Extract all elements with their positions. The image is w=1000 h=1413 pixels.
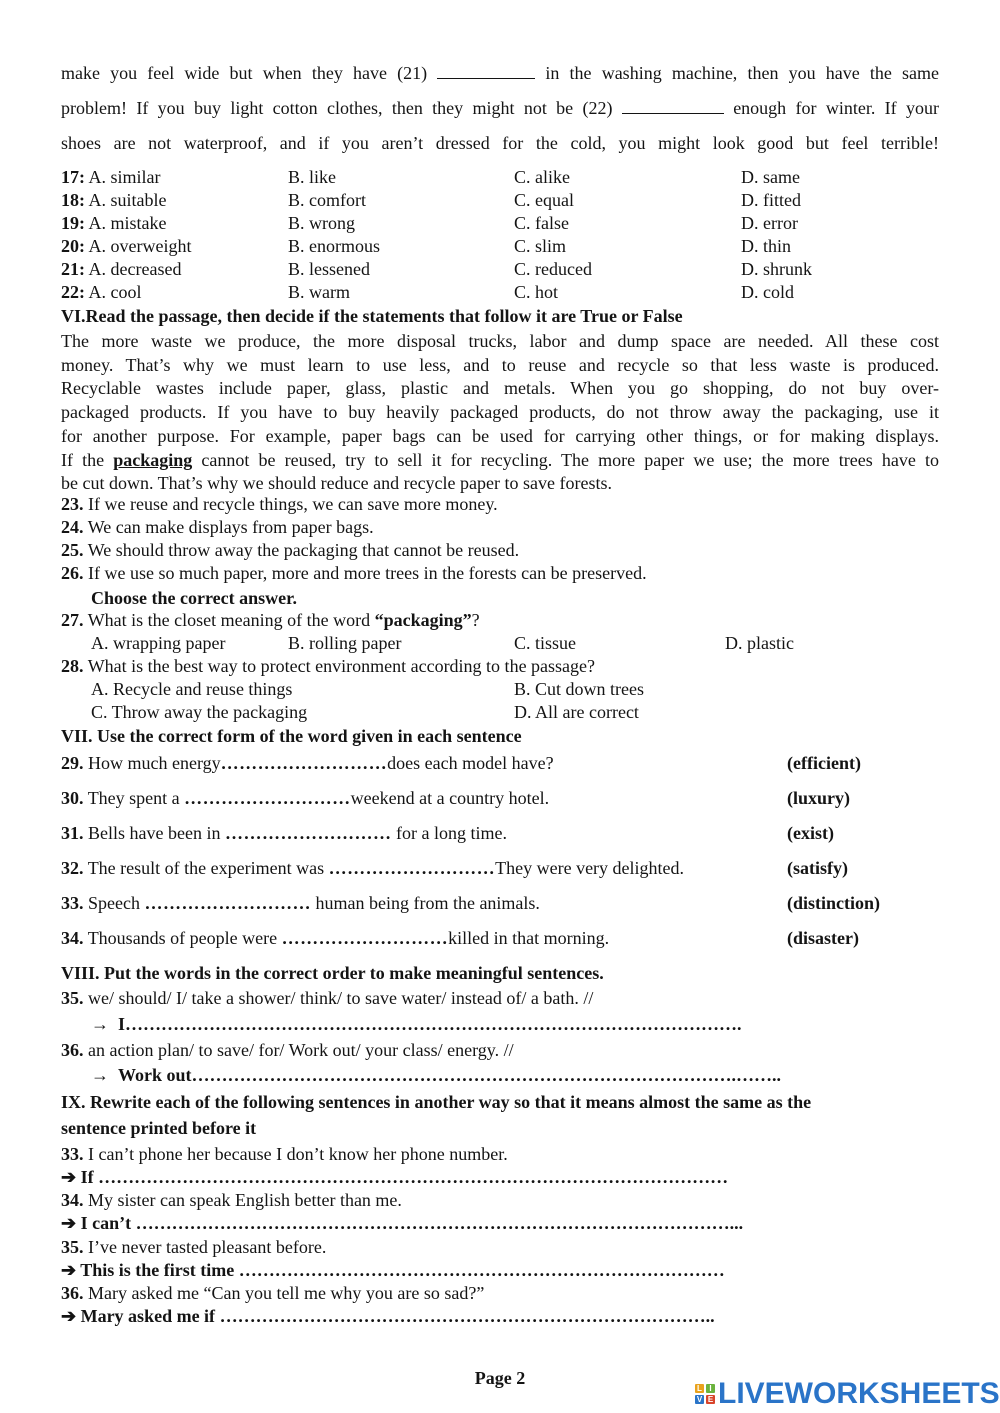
section-9-heading-cont: sentence printed before it [61,1118,257,1138]
word-cue: (satisfy) [787,858,848,878]
section-7-heading: VII. Use the correct form of the word given in each sentence [61,726,522,746]
option-c[interactable]: C. slim [514,236,567,256]
q27-option-c[interactable]: C. tissue [514,633,577,653]
option-c[interactable]: C. false [514,213,569,233]
option-b[interactable]: B. lessened [288,259,370,279]
liveworksheets-logo[interactable] [695,1379,1000,1409]
rewrite-answer[interactable]: ➔ This is the first time ……………………………………………………………………… [61,1260,725,1280]
logo-text: LIVEWORKSHEETS [718,1377,1000,1410]
mcq-row: 17: A. similar [61,167,161,187]
section-9-heading: IX. Rewrite each of the following sentences in another way so that it means almost the same as the [61,1092,812,1112]
passage-line-2: problem! If you buy light cotton clothes, then they might not be (22) enough for winter. If your [61,98,939,118]
option-a[interactable]: A. mistake [88,213,167,233]
mcq-row: 18: A. suitable [61,190,167,210]
q28-option-b[interactable]: B. Cut down trees [514,679,644,699]
answer-35[interactable]: → I…………………………………………………………………………………………. [91,1014,742,1034]
option-c[interactable]: C. equal [514,190,574,210]
rewrite-prompt: 35. I’ve never tasted pleasant before. [61,1237,327,1257]
answer-blank[interactable]: ……………………… [220,753,388,773]
mcq-row: 19: A. mistake [61,213,167,233]
answer-blank[interactable]: ……………………… [328,858,496,878]
mcq-row: 22: A. cool [61,282,142,302]
q27-option-b[interactable]: B. rolling paper [288,633,402,653]
page-number: Page 2 [474,1368,526,1388]
option-c[interactable]: C. hot [514,282,559,302]
word-cue: (distinction) [787,893,881,913]
word-cue: (exist) [787,823,834,843]
option-d[interactable]: D. thin [741,236,792,256]
question-27: 27. What is the closet meaning of the word “packaging”? [61,610,480,630]
option-a[interactable]: A. suitable [88,190,167,210]
answer-blank[interactable]: ……………………… [224,823,392,843]
word-form-item: 31. Bells have been in ……………………… for a long time. [61,823,507,843]
section-6-heading: VI.Read the passage, then decide if the statements that follow it are True or False [61,306,683,326]
q28-option-c[interactable]: C. Throw away the packaging [91,702,308,722]
option-b[interactable]: B. warm [288,282,350,302]
rewrite-prompt: 36. Mary asked me “Can you tell me why you are so sad?” [61,1283,485,1303]
word-cue: (luxury) [787,788,850,808]
rewrite-answer[interactable]: ➔ Mary asked me if ……………………………………………………………………….. [61,1306,715,1326]
rewrite-prompt: 33. I can’t phone her because I don’t know her phone number. [61,1144,508,1164]
q27-option-d[interactable]: D. plastic [725,633,794,653]
option-a[interactable]: A. overweight [88,236,192,256]
blank-21[interactable] [437,64,535,79]
choose-heading: Choose the correct answer. [91,588,297,608]
option-b[interactable]: B. comfort [288,190,366,210]
word-form-item: 29. How much energy………………………does each model have? [61,753,554,773]
statement-26[interactable]: 26. If we use so much paper, more and more trees in the forests can be preserved. [61,563,647,583]
rewrite-answer[interactable]: ➔ If …………………………………………………………………………………………… [61,1167,729,1187]
statement-24[interactable]: 24. We can make displays from paper bags. [61,517,374,537]
option-d[interactable]: D. fitted [741,190,801,210]
option-b[interactable]: B. like [288,167,336,187]
q28-option-d[interactable]: D. All are correct [514,702,639,722]
mcq-row: 20: A. overweight [61,236,192,256]
word-form-item: 34. Thousands of people were ………………………killed in that morning. [61,928,610,948]
section-8-heading: VIII. Put the words in the correct order to make meaningful sentences. [61,963,604,983]
option-c[interactable]: C. alike [514,167,570,187]
logo-grid-icon: L I V E [696,1384,714,1404]
option-c[interactable]: C. reduced [514,259,592,279]
word-cue: (efficient) [787,753,861,773]
option-a[interactable]: A. cool [88,282,142,302]
arrow-icon: → [91,1014,109,1034]
option-a[interactable]: A. similar [88,167,161,187]
answer-blank[interactable]: ……………………… [184,788,351,808]
question-28: 28. What is the best way to protect environment according to the passage? [61,656,596,676]
passage-line-1: make you feel wide but when they have (21) in the washing machine, then you have the same [61,63,940,83]
word-form-item: 32. The result of the experiment was ………………………They were very delighted. [61,858,685,878]
q28-option-a[interactable]: A. Recycle and reuse things [91,679,293,699]
question-36-words: 36. an action plan/ to save/ for/ Work out/ your class/ energy. // [61,1040,514,1060]
answer-36[interactable]: → Work out……………………………………………………………………………….…….. [91,1065,782,1085]
answer-blank[interactable]: ……………………… [281,928,449,948]
option-a[interactable]: A. decreased [88,259,182,279]
option-d[interactable]: D. error [741,213,798,233]
section-6-passage: The more waste we produce, the more disposal trucks, labor and dump space are needed. All these cost money. That’s why we must learn to use less, and to reuse and recycle so that less waste is produced. Recyclable wastes include paper, glass, plastic and metals. When you go shopping, do not buy over- packaged products. If you have to buy heavily packaged products, do not throw away the packaging, use it for another purpose. For example, paper bags can be used for carrying other things, or for making displays. If the packaging cannot be reused, try to sell it for recycling. The more paper we use; the more trees have to be cut down. That’s why we should reduce and recycle paper to save forests. [61,331,939,494]
passage-line-3: shoes are not waterproof, and if you aren’t dressed for the cold, you might look good but feel terrible! [61,133,939,153]
question-35-words: 35. we/ should/ I/ take a shower/ think/ to save water/ instead of/ a bath. // [61,988,594,1008]
word-form-item: 30. They spent a ………………………weekend at a country hotel. [61,788,550,808]
answer-blank[interactable]: ……………………… [144,893,311,913]
blank-22[interactable] [622,99,724,114]
word-form-item: 33. Speech ……………………… human being from the animals. [61,893,540,913]
keyword-packaging: packaging [113,449,193,470]
mcq-row: 21: A. decreased [61,259,182,279]
option-d[interactable]: D. shrunk [741,259,812,279]
arrow-icon: → [91,1065,109,1085]
rewrite-answer[interactable]: ➔ I can’t ………………………………………………………………………………………... [61,1213,744,1233]
statement-23[interactable]: 23. If we reuse and recycle things, we can save more money. [61,494,498,514]
rewrite-prompt: 34. My sister can speak English better than me. [61,1190,402,1210]
option-b[interactable]: B. enormous [288,236,380,256]
option-b[interactable]: B. wrong [288,213,355,233]
q27-option-a[interactable]: A. wrapping paper [91,633,226,653]
option-d[interactable]: D. same [741,167,800,187]
word-cue: (disaster) [787,928,859,948]
statement-25[interactable]: 25. We should throw away the packaging that cannot be reused. [61,540,520,560]
option-d[interactable]: D. cold [741,282,794,302]
